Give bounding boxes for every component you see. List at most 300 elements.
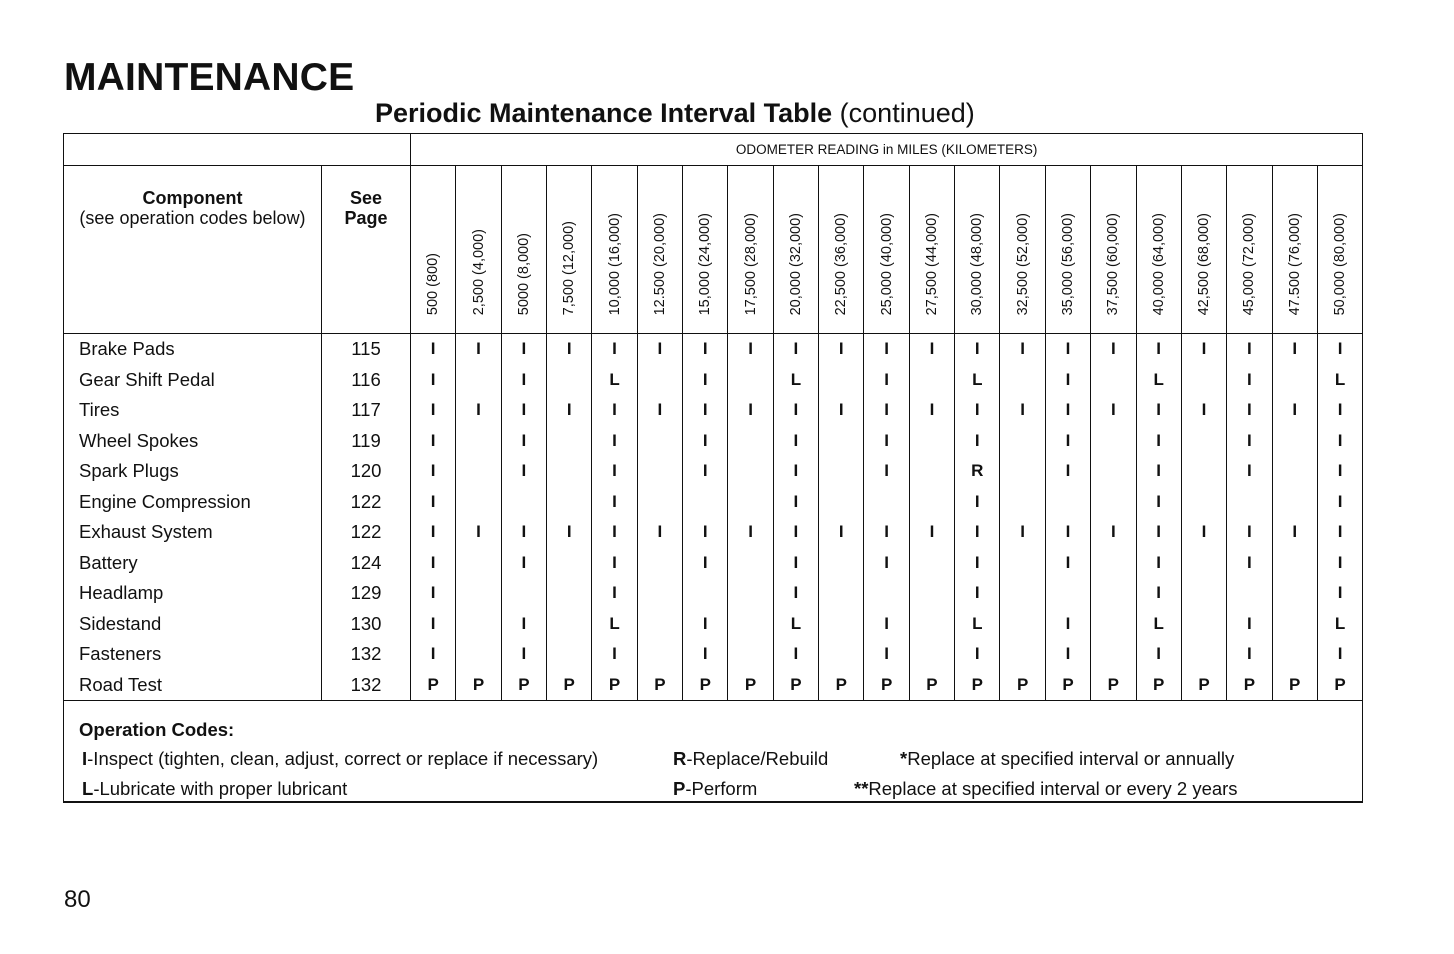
operation-code-cell: I [456, 334, 501, 365]
operation-code-cell [1045, 578, 1090, 609]
code-star-symbol: * [900, 748, 908, 769]
code-inspect-text: -Inspect (tighten, clean, adjust, correct or replace if necessary) [87, 748, 599, 769]
operation-code-cell [728, 578, 773, 609]
operation-code-cell: I [456, 517, 501, 548]
operation-code-cell: I [1227, 639, 1272, 670]
operation-code-cell: I [728, 334, 773, 365]
operation-code-cell [1227, 578, 1272, 609]
operation-code-cell [547, 426, 592, 457]
operation-code-cell [1272, 456, 1317, 487]
operation-code-cell: P [1317, 670, 1362, 701]
interval-label: 15,000 (24,000) [697, 212, 714, 315]
operation-code-cell: L [1136, 609, 1181, 640]
operation-code-cell: I [819, 334, 864, 365]
operation-code-cell: I [1227, 395, 1272, 426]
table-row [64, 670, 1363, 701]
interval-header [728, 166, 773, 334]
interval-label: 47.500 (76,000) [1286, 212, 1303, 315]
operation-code-cell: I [1317, 578, 1362, 609]
operation-code-cell [1227, 487, 1272, 518]
subtitle-main: Periodic Maintenance Interval Table [375, 98, 833, 128]
operation-code-cell: I [683, 365, 728, 396]
operation-code-cell: I [683, 609, 728, 640]
operation-code-cell: I [637, 334, 682, 365]
operation-code-cell: I [592, 456, 637, 487]
interval-label: 25,000 (40,000) [878, 212, 895, 315]
operation-code-cell: P [411, 670, 456, 701]
operation-code-cell: I [683, 517, 728, 548]
operation-code-cell: I [955, 578, 1000, 609]
operation-code-cell: I [592, 395, 637, 426]
operation-code-cell: I [592, 517, 637, 548]
operation-code-cell [1000, 487, 1045, 518]
operation-code-cell [456, 487, 501, 518]
interval-label: 35,000 (56,000) [1059, 212, 1076, 315]
operation-code-cell: I [411, 456, 456, 487]
table-row [64, 334, 1363, 365]
operation-code-cell: I [1136, 517, 1181, 548]
operation-code-cell [547, 365, 592, 396]
operation-code-cell: P [456, 670, 501, 701]
component-name: Brake Pads [64, 334, 322, 365]
operation-code-cell [864, 487, 909, 518]
see-page-value: 116 [322, 365, 411, 396]
operation-code-cell [683, 578, 728, 609]
operation-code-cell: I [683, 334, 728, 365]
operation-code-cell [864, 578, 909, 609]
operation-code-cell: I [683, 639, 728, 670]
operation-code-cell: I [501, 395, 546, 426]
operation-code-cell: I [1136, 426, 1181, 457]
see-page-value: 132 [322, 670, 411, 701]
operation-code-cell: I [955, 487, 1000, 518]
operation-code-cell [909, 426, 954, 457]
operation-code-cell: I [955, 334, 1000, 365]
interval-header [1272, 166, 1317, 334]
operation-code-cell [1091, 578, 1136, 609]
operation-code-cell: I [1136, 487, 1181, 518]
operation-code-cell: I [955, 517, 1000, 548]
operation-code-cell [501, 487, 546, 518]
component-header-note: (see operation codes below) [79, 208, 306, 228]
code-perform-text: -Perform [685, 778, 758, 799]
operation-code-cell [637, 639, 682, 670]
code-lubricate [82, 778, 347, 800]
operation-code-cell [1091, 639, 1136, 670]
operation-code-cell: I [1227, 609, 1272, 640]
operation-code-cell [547, 548, 592, 579]
operation-code-cell: I [1181, 334, 1226, 365]
odometer-header: ODOMETER READING in MILES (KILOMETERS) [411, 134, 1363, 166]
operation-code-cell [728, 609, 773, 640]
operation-code-cell: I [592, 487, 637, 518]
operation-code-cell: I [456, 395, 501, 426]
operation-code-cell [547, 487, 592, 518]
code-replace [673, 748, 828, 770]
operation-code-cell [1091, 426, 1136, 457]
operation-code-cell [1000, 426, 1045, 457]
operation-code-cell: P [819, 670, 864, 701]
operation-code-cell: I [773, 456, 818, 487]
operation-code-cell: I [955, 548, 1000, 579]
operation-code-cell: I [864, 334, 909, 365]
interval-label: 40,000 (64,000) [1150, 212, 1167, 315]
operation-code-cell [1272, 639, 1317, 670]
operation-code-cell: I [411, 517, 456, 548]
interval-header [955, 166, 1000, 334]
operation-code-cell [1000, 548, 1045, 579]
operation-code-cell: I [909, 334, 954, 365]
page-title: MAINTENANCE [64, 56, 355, 99]
operation-code-cell [909, 578, 954, 609]
operation-code-cell: I [1045, 517, 1090, 548]
interval-header [1045, 166, 1090, 334]
operation-code-cell: I [1045, 426, 1090, 457]
maintenance-interval-table [63, 133, 1363, 803]
operation-code-cell: I [1045, 639, 1090, 670]
operation-code-cell: I [1317, 395, 1362, 426]
code-inspect [82, 748, 598, 770]
operation-code-cell [456, 456, 501, 487]
operation-code-cell: I [864, 517, 909, 548]
interval-header [1227, 166, 1272, 334]
operation-code-cell: I [773, 487, 818, 518]
operation-code-cell: I [1045, 609, 1090, 640]
interval-label: 7,500 (12,000) [561, 220, 578, 315]
interval-header [773, 166, 818, 334]
operation-code-cell: L [773, 365, 818, 396]
operation-code-cell: I [1272, 395, 1317, 426]
interval-label: 22,500 (36,000) [833, 212, 850, 315]
operation-code-cell: I [1272, 517, 1317, 548]
operation-code-cell: I [864, 639, 909, 670]
operation-code-cell [456, 578, 501, 609]
operation-code-cell: I [728, 517, 773, 548]
operation-code-cell [728, 487, 773, 518]
operation-code-cell: I [683, 548, 728, 579]
component-name: Spark Plugs [64, 456, 322, 487]
code-perform-letter: P [673, 778, 686, 799]
operation-code-cell: P [1227, 670, 1272, 701]
operation-code-cell [1091, 609, 1136, 640]
operation-code-cell: P [1136, 670, 1181, 701]
operation-code-cell [909, 487, 954, 518]
operation-code-cell [1000, 609, 1045, 640]
operation-code-cell: I [1000, 517, 1045, 548]
operation-code-cell [637, 578, 682, 609]
operation-code-cell [1000, 365, 1045, 396]
operation-code-cell [1000, 578, 1045, 609]
operation-code-cell [1181, 609, 1226, 640]
interval-header [864, 166, 909, 334]
operation-code-cell: I [864, 426, 909, 457]
operation-code-cell [637, 609, 682, 640]
operation-code-cell [728, 456, 773, 487]
operation-code-cell: I [1227, 365, 1272, 396]
interval-label: 45,000 (72,000) [1241, 212, 1258, 315]
component-name: Sidestand [64, 609, 322, 640]
operation-code-cell: P [728, 670, 773, 701]
operation-code-cell: I [1317, 487, 1362, 518]
operation-code-cell: I [411, 426, 456, 457]
operation-code-cell: I [411, 639, 456, 670]
operation-code-cell [1181, 456, 1226, 487]
operation-code-cell: P [501, 670, 546, 701]
code-replace-text: -Replace/Rebuild [686, 748, 829, 769]
operation-code-cell: I [1091, 395, 1136, 426]
operation-code-cell [637, 426, 682, 457]
table-row [64, 395, 1363, 426]
table-row [64, 456, 1363, 487]
operation-code-cell: I [955, 639, 1000, 670]
operation-code-cell: I [1045, 365, 1090, 396]
see-page-column-header [322, 166, 411, 334]
operation-code-cell: I [501, 639, 546, 670]
operation-code-cell [1272, 548, 1317, 579]
operation-codes-title: Operation Codes: [79, 719, 235, 740]
operation-code-cell: I [1000, 334, 1045, 365]
interval-header [501, 166, 546, 334]
interval-label: 10,000 (16,000) [606, 212, 623, 315]
component-name: Exhaust System [64, 517, 322, 548]
operation-code-cell: I [547, 395, 592, 426]
operation-code-cell: I [1136, 548, 1181, 579]
operation-code-cell: L [1317, 365, 1362, 396]
operation-code-cell [456, 639, 501, 670]
interval-label: 42,500 (68,000) [1196, 212, 1213, 315]
operation-code-cell: I [1045, 456, 1090, 487]
operation-code-cell: L [592, 365, 637, 396]
operation-code-cell: I [864, 609, 909, 640]
operation-code-cell: P [773, 670, 818, 701]
operation-code-cell: I [1045, 395, 1090, 426]
operation-code-cell [501, 578, 546, 609]
operation-code-cell [1181, 639, 1226, 670]
operation-code-cell: I [683, 426, 728, 457]
operation-code-cell: L [592, 609, 637, 640]
operation-code-cell: I [1045, 334, 1090, 365]
code-double-star [854, 778, 1238, 800]
operation-code-cell: R [955, 456, 1000, 487]
operation-code-cell: I [501, 517, 546, 548]
table-row [64, 548, 1363, 579]
operation-code-cell: I [1136, 334, 1181, 365]
operation-code-cell [728, 365, 773, 396]
operation-code-cell [1045, 487, 1090, 518]
operation-code-cell [456, 609, 501, 640]
interval-label: 37,500 (60,000) [1105, 212, 1122, 315]
interval-header [1000, 166, 1045, 334]
operation-code-cell: P [1181, 670, 1226, 701]
see-page-value: 115 [322, 334, 411, 365]
page-number: 80 [64, 886, 91, 913]
interval-label: 5000 (8,000) [515, 232, 532, 315]
see-page-value: 120 [322, 456, 411, 487]
interval-label: 2,500 (4,000) [470, 228, 487, 315]
interval-header [637, 166, 682, 334]
interval-header [1136, 166, 1181, 334]
operation-code-cell: P [955, 670, 1000, 701]
operation-code-cell: I [1317, 517, 1362, 548]
operation-code-cell: I [592, 334, 637, 365]
operation-code-cell [1181, 487, 1226, 518]
interval-header [547, 166, 592, 334]
operation-code-cell: L [1136, 365, 1181, 396]
operation-code-cell: P [592, 670, 637, 701]
interval-header [1317, 166, 1362, 334]
operation-code-cell [637, 487, 682, 518]
operation-code-cell: I [773, 395, 818, 426]
table-row [64, 426, 1363, 457]
operation-code-cell [1181, 548, 1226, 579]
see-page-value: 122 [322, 487, 411, 518]
table-subtitle [375, 98, 975, 129]
operation-code-cell: I [547, 517, 592, 548]
operation-code-cell: I [411, 395, 456, 426]
table-row [64, 578, 1363, 609]
operation-code-cell: I [592, 639, 637, 670]
operation-code-cell [819, 426, 864, 457]
operation-code-cell: P [909, 670, 954, 701]
operation-code-cell [547, 609, 592, 640]
table-row [64, 487, 1363, 518]
operation-code-cell: I [773, 517, 818, 548]
operation-code-cell: I [1317, 334, 1362, 365]
code-double-star-symbol: ** [854, 778, 869, 799]
operation-code-cell: I [773, 426, 818, 457]
operation-code-cell: I [1181, 517, 1226, 548]
operation-code-cell: I [773, 639, 818, 670]
operation-code-cell [637, 365, 682, 396]
operation-code-cell: I [592, 548, 637, 579]
operation-code-cell: I [501, 548, 546, 579]
component-name: Tires [64, 395, 322, 426]
operation-code-cell [819, 365, 864, 396]
operation-code-cell: I [637, 395, 682, 426]
interval-label: 20,000 (32,000) [787, 212, 804, 315]
operation-code-cell: P [1091, 670, 1136, 701]
operation-code-cell [1000, 456, 1045, 487]
operation-code-cell: I [411, 548, 456, 579]
operation-code-cell: I [1317, 548, 1362, 579]
operation-code-cell [1272, 365, 1317, 396]
operation-code-cell: I [955, 426, 1000, 457]
operation-code-cell [1272, 426, 1317, 457]
see-page-value: 124 [322, 548, 411, 579]
operation-code-cell [909, 639, 954, 670]
operation-code-cell: L [1317, 609, 1362, 640]
operation-code-cell [1181, 578, 1226, 609]
operation-code-cell: I [501, 365, 546, 396]
operation-code-cell: I [864, 456, 909, 487]
operation-code-cell: I [1317, 456, 1362, 487]
component-name: Gear Shift Pedal [64, 365, 322, 396]
operation-code-cell: I [637, 517, 682, 548]
operation-code-cell: I [1136, 395, 1181, 426]
operation-code-cell: I [1136, 639, 1181, 670]
operation-code-cell: I [1227, 334, 1272, 365]
interval-label: 500 (800) [425, 252, 442, 315]
operation-code-cell: L [955, 365, 1000, 396]
component-name: Fasteners [64, 639, 322, 670]
operation-code-cell [1272, 609, 1317, 640]
operation-code-cell [637, 548, 682, 579]
operation-code-cell [1272, 578, 1317, 609]
operation-code-cell [456, 365, 501, 396]
interval-label: 50,000 (80,000) [1332, 212, 1349, 315]
operation-code-cell [547, 456, 592, 487]
empty-corner-cell [64, 134, 411, 166]
operation-code-cell [819, 548, 864, 579]
operation-code-cell [909, 548, 954, 579]
subtitle-continued: (continued) [839, 98, 975, 128]
operation-code-cell: I [1091, 517, 1136, 548]
interval-header [683, 166, 728, 334]
code-lubricate-letter: L [82, 778, 94, 799]
operation-code-cell: I [592, 426, 637, 457]
operation-code-cell: I [819, 517, 864, 548]
operation-code-cell [1181, 365, 1226, 396]
interval-label: 12.500 (20,000) [651, 212, 668, 315]
operation-code-cell: I [411, 578, 456, 609]
operation-code-cell [819, 609, 864, 640]
operation-code-cell: I [1227, 456, 1272, 487]
see-page-value: 122 [322, 517, 411, 548]
operation-code-cell [456, 548, 501, 579]
interval-header [592, 166, 637, 334]
operation-code-cell: I [1317, 639, 1362, 670]
operation-code-cell: I [501, 334, 546, 365]
operation-code-cell: I [1227, 517, 1272, 548]
operation-code-cell: L [773, 609, 818, 640]
see-page-value: 129 [322, 578, 411, 609]
operation-code-cell: P [864, 670, 909, 701]
operation-code-cell [1000, 639, 1045, 670]
operation-code-cell: P [1000, 670, 1045, 701]
operation-code-cell [637, 456, 682, 487]
table-row [64, 517, 1363, 548]
operation-code-cell: I [411, 609, 456, 640]
operation-code-cell [819, 487, 864, 518]
operation-code-cell: I [592, 578, 637, 609]
interval-label: 30,000 (48,000) [969, 212, 986, 315]
code-star-text: Replace at specified interval or annually [907, 748, 1235, 769]
operation-code-cell [1091, 548, 1136, 579]
operation-code-cell [728, 426, 773, 457]
table-row [64, 639, 1363, 670]
operation-code-cell [547, 578, 592, 609]
operation-code-cell [1091, 487, 1136, 518]
operation-code-cell: P [637, 670, 682, 701]
operation-code-cell: I [1181, 395, 1226, 426]
interval-label: 32,500 (52,000) [1014, 212, 1031, 315]
operation-code-cell [1091, 365, 1136, 396]
operation-code-cell: P [547, 670, 592, 701]
operation-codes-legend [64, 701, 1363, 803]
see-page-value: 119 [322, 426, 411, 457]
operation-code-cell: I [501, 609, 546, 640]
operation-code-cell: I [683, 395, 728, 426]
operation-code-cell [819, 456, 864, 487]
operation-code-cell: I [1317, 426, 1362, 457]
table-row [64, 365, 1363, 396]
component-column-header [64, 166, 322, 334]
operation-code-cell [456, 426, 501, 457]
operation-code-cell: I [909, 395, 954, 426]
operation-code-cell: I [773, 548, 818, 579]
interval-header [456, 166, 501, 334]
operation-code-cell: I [683, 456, 728, 487]
